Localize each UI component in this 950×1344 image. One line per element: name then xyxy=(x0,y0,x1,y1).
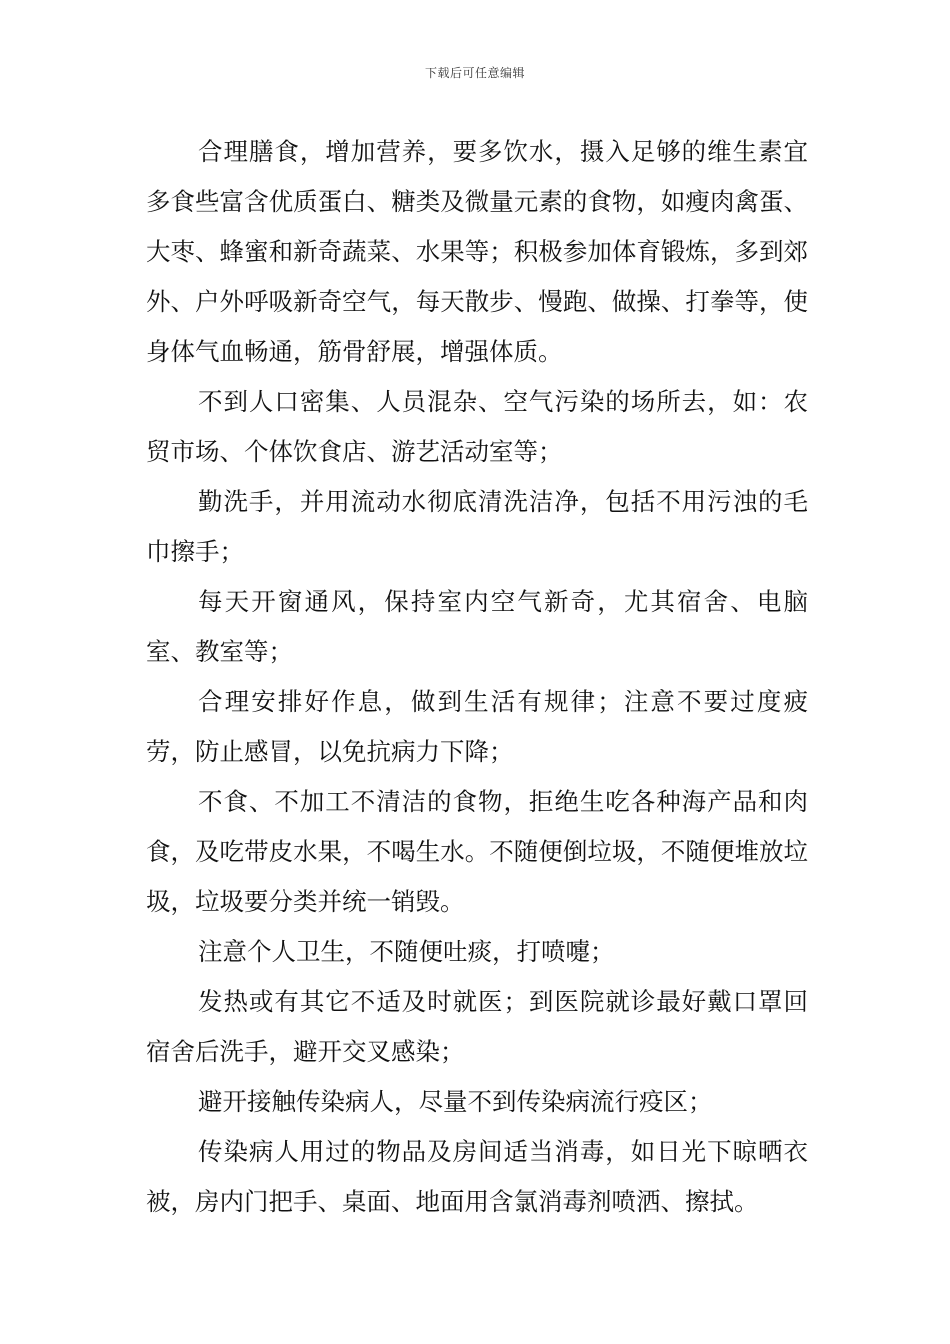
text-line: 炼，多到郊外、户外呼吸新奇空气，每天散步、慢跑、做 xyxy=(146,237,808,316)
paragraph-ventilation xyxy=(146,577,808,677)
text-line: 操、打拳等，使身体气血畅通，筋骨舒展，增强体质。 xyxy=(146,287,809,366)
text-line: 农贸市场、个体饮食店、游艺活动室等； xyxy=(146,387,808,466)
paragraph-personal-hygiene xyxy=(146,927,808,977)
text-line: 发热或有其它不适及时就医；到医院就诊最好戴口罩 xyxy=(198,987,784,1016)
paragraph-seek-medical xyxy=(146,977,808,1077)
document-body xyxy=(146,127,808,1227)
text-line: 室、教室等； xyxy=(146,637,293,666)
text-line: 避开接触传染病人，尽量不到传染病流行疫区； xyxy=(198,1087,713,1116)
text-line: 回宿舍后洗手，避开交叉感染； xyxy=(146,987,808,1066)
paragraph-food-hygiene xyxy=(146,777,808,927)
text-line: 合理安排好作息，做到生活有规律；注意不要过度疲 xyxy=(198,687,808,716)
paragraph-disinfection xyxy=(146,1127,808,1227)
paragraph-diet-exercise xyxy=(146,127,808,377)
text-line: 堆放垃圾，垃圾要分类并统一销毁。 xyxy=(146,837,809,916)
paragraph-wash-hands xyxy=(146,477,808,577)
text-line: 衣被，房内门把手、桌面、地面用含氯消毒剂喷洒、擦拭。 xyxy=(146,1137,808,1216)
text-line: 勤洗手，并用流动水彻底清洗洁净，包括不用污浊的 xyxy=(198,487,784,516)
text-line: 宜多食些富含优质蛋白、糖类及微量元素的食物，如瘦肉 xyxy=(146,137,808,216)
page-header: 下载后可任意编辑 xyxy=(424,66,525,80)
paragraph-avoid-crowds xyxy=(146,377,808,477)
text-line: 劳，防止感冒，以免抗病力下降； xyxy=(146,737,514,766)
paragraph-rest xyxy=(146,677,808,777)
paragraph-avoid-contact xyxy=(146,1077,808,1127)
text-line: 不食、不加工不清洁的食物，拒绝生吃各种海产品和 xyxy=(198,787,784,816)
text-line: 每天开窗通风，保持室内空气新奇，尤其宿舍、电脑 xyxy=(198,587,808,616)
text-line: 肉食，及吃带皮水果，不喝生水。不随便倒垃圾，不随便 xyxy=(146,787,808,866)
text-line: 注意个人卫生，不随便吐痰，打喷嚏； xyxy=(198,937,615,966)
text-line: 传染病人用过的物品及房间适当消毒，如日光下晾晒 xyxy=(198,1137,784,1166)
text-line: 禽蛋、大枣、蜂蜜和新奇蔬菜、水果等；积极参加体育锻 xyxy=(146,187,809,266)
text-line: 毛巾擦手； xyxy=(146,487,808,566)
text-line: 不到人口密集、人员混杂、空气污染的场所去，如： xyxy=(198,387,784,416)
text-line: 合理膳食，增加营养，要多饮水，摄入足够的维生素 xyxy=(198,137,784,166)
